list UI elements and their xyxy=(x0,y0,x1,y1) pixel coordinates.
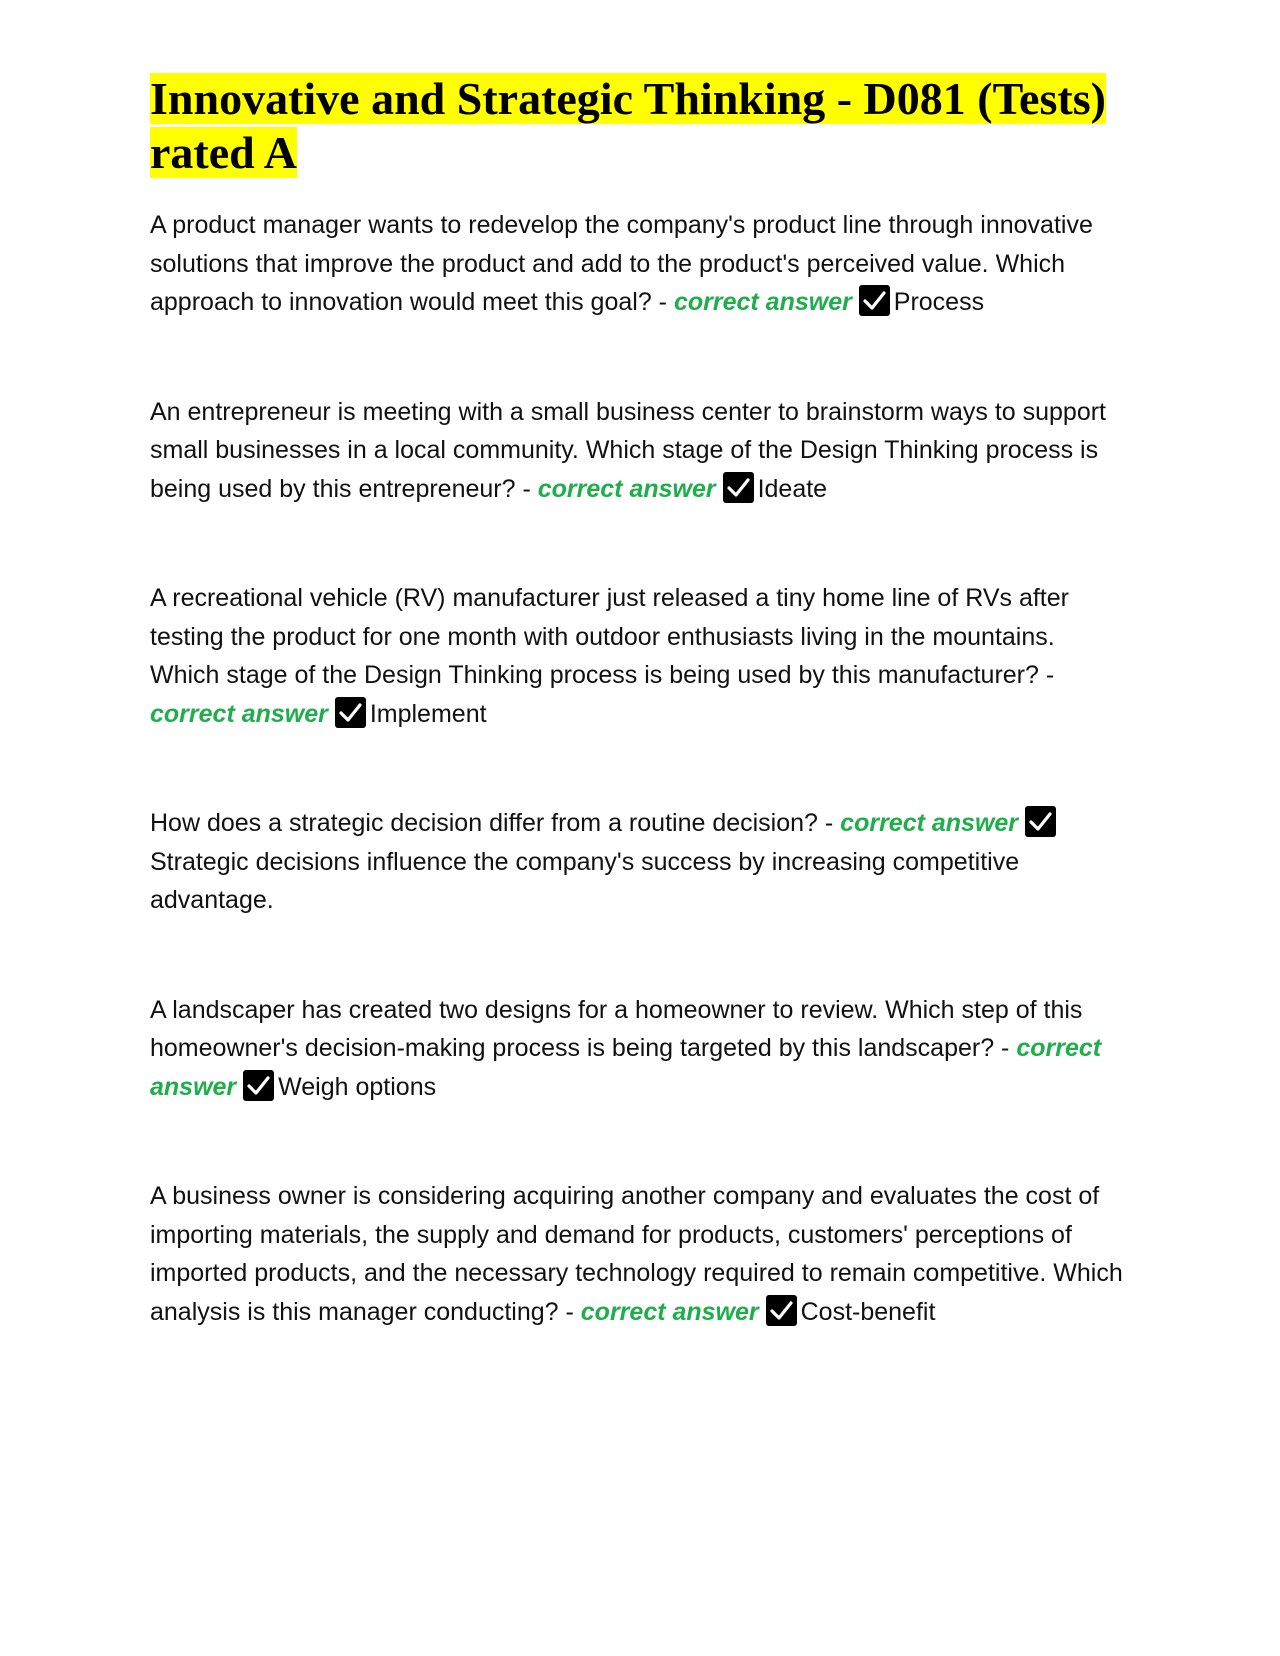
correct-answer-label: correct answer xyxy=(537,474,716,503)
correct-answer-label: correct answer xyxy=(840,809,1019,837)
answer-text: Implement xyxy=(369,699,487,728)
title-highlight: Innovative and Strategic Thinking - D081 (Tests) rated A xyxy=(150,73,1106,178)
question-text: A product manager wants to redevelop the company's product line through innovative solutions that improve the product and add to the product's perceived value. Which approach to innovation would meet this goal? - xyxy=(150,211,1093,316)
correct-answer-label: correct answer xyxy=(580,1297,759,1326)
qa-item-5 xyxy=(150,991,1130,1107)
qa-item-4 xyxy=(150,804,1130,920)
check-mark-box-icon xyxy=(243,1070,274,1101)
answer-text: Cost-benefit xyxy=(800,1297,936,1326)
answer-text: Strategic decisions influence the company's success by increasing competitive advantage. xyxy=(150,847,1020,914)
document-title xyxy=(150,72,1130,180)
answer-text: Weigh options xyxy=(278,1072,437,1101)
qa-item-3 xyxy=(150,579,1130,733)
question-text: A landscaper has created two designs for a homeowner to review. Which step of this homeowner's decision-making process is being targeted by this landscaper? - xyxy=(150,995,1083,1062)
question-text: How does a strategic decision differ from a routine decision? - xyxy=(150,809,841,837)
qa-item-6 xyxy=(150,1177,1130,1331)
check-mark-box-icon xyxy=(766,1295,797,1326)
question-text: An entrepreneur is meeting with a small business center to brainstorm ways to support small businesses in a local community. Which stage of the Design Thinking process is being used by this entrepreneur? - xyxy=(150,397,1107,503)
answer-text: Ideate xyxy=(757,474,828,503)
answer-text: Process xyxy=(893,288,985,316)
check-mark-box-icon xyxy=(859,285,890,316)
correct-answer-label: correct answer xyxy=(150,1034,1102,1101)
question-text: A recreational vehicle (RV) manufacturer just released a tiny home line of RVs after testing the product for one month with outdoor enthusiasts living in the mountains. Which stage of the Design Thinking process is being used by this manufacturer? - xyxy=(150,584,1069,689)
qa-item-1 xyxy=(150,206,1130,322)
correct-answer-label: correct answer xyxy=(150,699,328,728)
question-text: A business owner is considering acquiring another company and evaluates the cost of importing materials, the supply and demand for products, customers' perceptions of imported products, and the necessary technology required to remain competitive. Which analysis is this manager conducting? - xyxy=(150,1182,1123,1326)
check-mark-box-icon xyxy=(335,697,366,728)
document-page xyxy=(150,72,1130,1331)
correct-answer-label: correct answer xyxy=(673,288,852,316)
qa-item-2 xyxy=(150,393,1130,509)
check-mark-box-icon xyxy=(1025,806,1056,837)
check-mark-box-icon xyxy=(723,472,754,503)
